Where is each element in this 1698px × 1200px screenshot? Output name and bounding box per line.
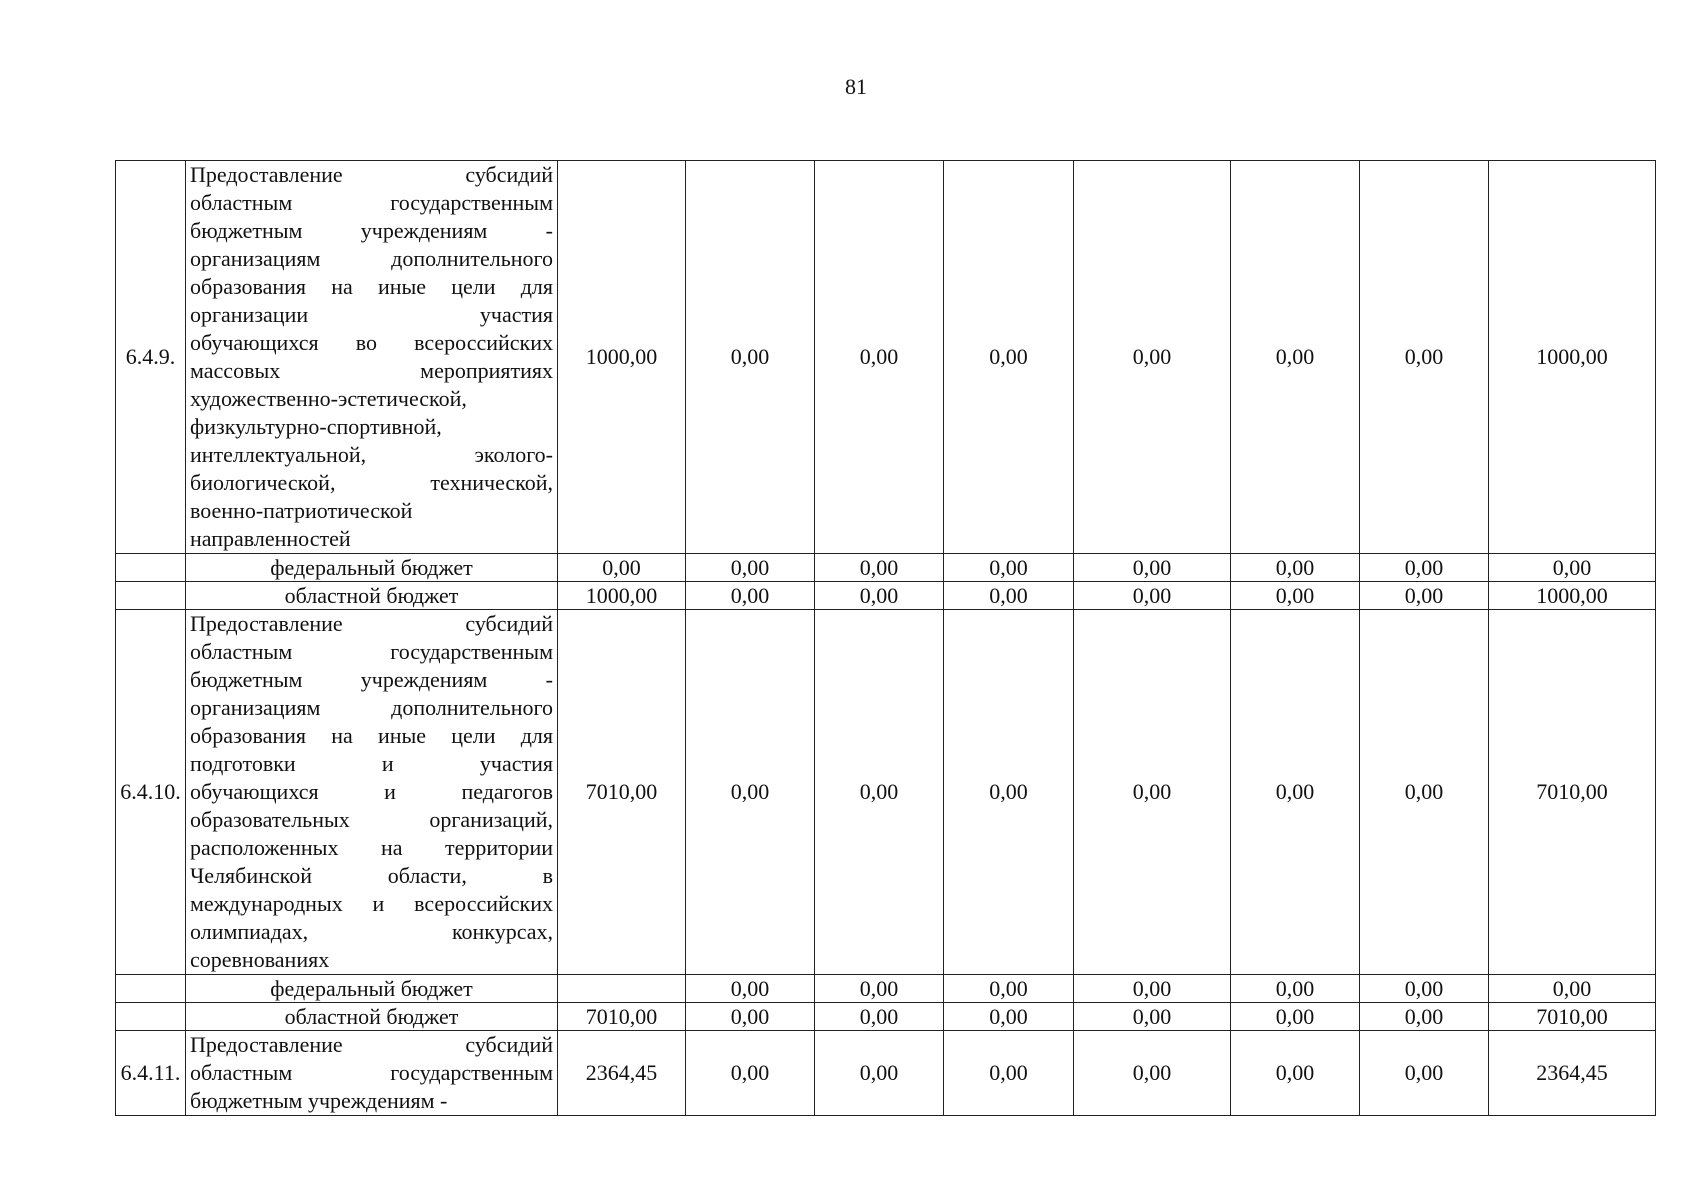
value-cell: 0,00 <box>1074 610 1231 975</box>
description-line: художественно-эстетической, <box>190 386 467 411</box>
value-cell: 0,00 <box>944 1031 1074 1116</box>
description-line: военно-патриотической <box>190 498 413 523</box>
value-cell: 0,00 <box>1231 582 1360 610</box>
value-cell: 0,00 <box>1231 554 1360 582</box>
item-number: 6.4.9. <box>116 161 186 554</box>
description-line: образования на иные цели для <box>190 723 553 748</box>
item-description <box>186 1031 558 1116</box>
value-cell: 0,00 <box>686 582 815 610</box>
description-line: массовых мероприятиях <box>190 358 553 383</box>
value-cell: 0,00 <box>1360 1003 1489 1031</box>
value-cell: 0,00 <box>1360 554 1489 582</box>
value-cell: 0,00 <box>1231 975 1360 1003</box>
value-cell: 7010,00 <box>1489 610 1656 975</box>
value-cell: 0,00 <box>1231 610 1360 975</box>
value-cell: 0,00 <box>1074 1031 1231 1116</box>
value-cell: 0,00 <box>944 610 1074 975</box>
description-line: организациям дополнительного <box>190 246 553 271</box>
budget-source-label: областной бюджет <box>186 1003 558 1031</box>
description-line: Челябинской области, в <box>190 863 553 888</box>
value-cell: 0,00 <box>1074 582 1231 610</box>
value-cell: 0,00 <box>815 554 944 582</box>
value-cell: 7010,00 <box>558 1003 686 1031</box>
value-cell: 0,00 <box>686 1003 815 1031</box>
table-row <box>116 975 1656 1003</box>
value-cell: 0,00 <box>1074 554 1231 582</box>
value-cell: 0,00 <box>1360 975 1489 1003</box>
table-row <box>116 582 1656 610</box>
description-line: бюджетным учреждениям - <box>190 1088 448 1113</box>
description-line: Предоставление субсидий <box>190 162 553 187</box>
description-line: областным государственным <box>190 1060 553 1085</box>
item-number: 6.4.10. <box>116 610 186 975</box>
description-line: областным государственным <box>190 639 553 664</box>
value-cell: 0,00 <box>815 1003 944 1031</box>
budget-source-label: областной бюджет <box>186 582 558 610</box>
value-cell: 0,00 <box>815 975 944 1003</box>
value-cell: 0,00 <box>686 554 815 582</box>
description-line: подготовки и участия <box>190 751 553 776</box>
description-line: образовательных организаций, <box>190 807 553 832</box>
table-row <box>116 1031 1656 1116</box>
value-cell: 1000,00 <box>558 161 686 554</box>
description-line: обучающихся и педагогов <box>190 779 553 804</box>
value-cell: 0,00 <box>815 610 944 975</box>
value-cell: 0,00 <box>686 1031 815 1116</box>
value-cell: 0,00 <box>1360 582 1489 610</box>
description-line: расположенных на территории <box>190 835 553 860</box>
value-cell: 0,00 <box>815 1031 944 1116</box>
item-description <box>186 610 558 975</box>
value-cell: 0,00 <box>686 161 815 554</box>
value-cell: 0,00 <box>1231 1031 1360 1116</box>
item-number: 6.4.11. <box>116 1031 186 1116</box>
description-line: обучающихся во всероссийских <box>190 330 553 355</box>
value-cell: 0,00 <box>1360 610 1489 975</box>
table-row <box>116 1003 1656 1031</box>
description-line: организации участия <box>190 302 553 327</box>
value-cell: 0,00 <box>1231 1003 1360 1031</box>
value-cell: 0,00 <box>686 975 815 1003</box>
value-cell: 0,00 <box>944 1003 1074 1031</box>
budget-source-label: федеральный бюджет <box>186 554 558 582</box>
value-cell: 1000,00 <box>1489 582 1656 610</box>
description-line: образования на иные цели для <box>190 274 553 299</box>
item-description <box>186 161 558 554</box>
description-line: соревнованиях <box>190 947 330 972</box>
value-cell: 0,00 <box>1489 554 1656 582</box>
page-number: 81 <box>845 74 867 99</box>
description-line: Предоставление субсидий <box>190 611 553 636</box>
description-line: физкультурно-спортивной, <box>190 414 442 439</box>
table-row <box>116 554 1656 582</box>
description-line: олимпиадах, конкурсах, <box>190 919 553 944</box>
description-line: биологической, технической, <box>190 470 553 495</box>
empty-number-cell <box>116 582 186 610</box>
value-cell: 2364,45 <box>1489 1031 1656 1116</box>
value-cell: 0,00 <box>558 554 686 582</box>
description-line: бюджетным учреждениям - <box>190 667 553 692</box>
value-cell: 0,00 <box>944 582 1074 610</box>
value-cell <box>558 975 686 1003</box>
value-cell: 0,00 <box>1074 1003 1231 1031</box>
empty-number-cell <box>116 554 186 582</box>
value-cell: 1000,00 <box>558 582 686 610</box>
budget-source-label: федеральный бюджет <box>186 975 558 1003</box>
budget-table <box>115 160 1656 1116</box>
description-line: интеллектуальной, эколого- <box>190 442 553 467</box>
value-cell: 0,00 <box>944 554 1074 582</box>
value-cell: 7010,00 <box>558 610 686 975</box>
value-cell: 0,00 <box>1360 161 1489 554</box>
value-cell: 7010,00 <box>1489 1003 1656 1031</box>
value-cell: 0,00 <box>1489 975 1656 1003</box>
description-line: бюджетным учреждениям - <box>190 218 553 243</box>
value-cell: 0,00 <box>1360 1031 1489 1116</box>
value-cell: 1000,00 <box>1489 161 1656 554</box>
value-cell: 0,00 <box>1074 975 1231 1003</box>
value-cell: 0,00 <box>944 161 1074 554</box>
value-cell: 0,00 <box>815 161 944 554</box>
description-line: направленностей <box>190 526 351 551</box>
table-row <box>116 161 1656 554</box>
table-row <box>116 610 1656 975</box>
value-cell: 0,00 <box>815 582 944 610</box>
value-cell: 2364,45 <box>558 1031 686 1116</box>
description-line: международных и всероссийских <box>190 891 553 916</box>
description-line: Предоставление субсидий <box>190 1032 553 1057</box>
description-line: областным государственным <box>190 190 553 215</box>
empty-number-cell <box>116 975 186 1003</box>
value-cell: 0,00 <box>1074 161 1231 554</box>
value-cell: 0,00 <box>944 975 1074 1003</box>
description-line: организациям дополнительного <box>190 695 553 720</box>
empty-number-cell <box>116 1003 186 1031</box>
value-cell: 0,00 <box>686 610 815 975</box>
value-cell: 0,00 <box>1231 161 1360 554</box>
table-body <box>116 161 1656 1116</box>
